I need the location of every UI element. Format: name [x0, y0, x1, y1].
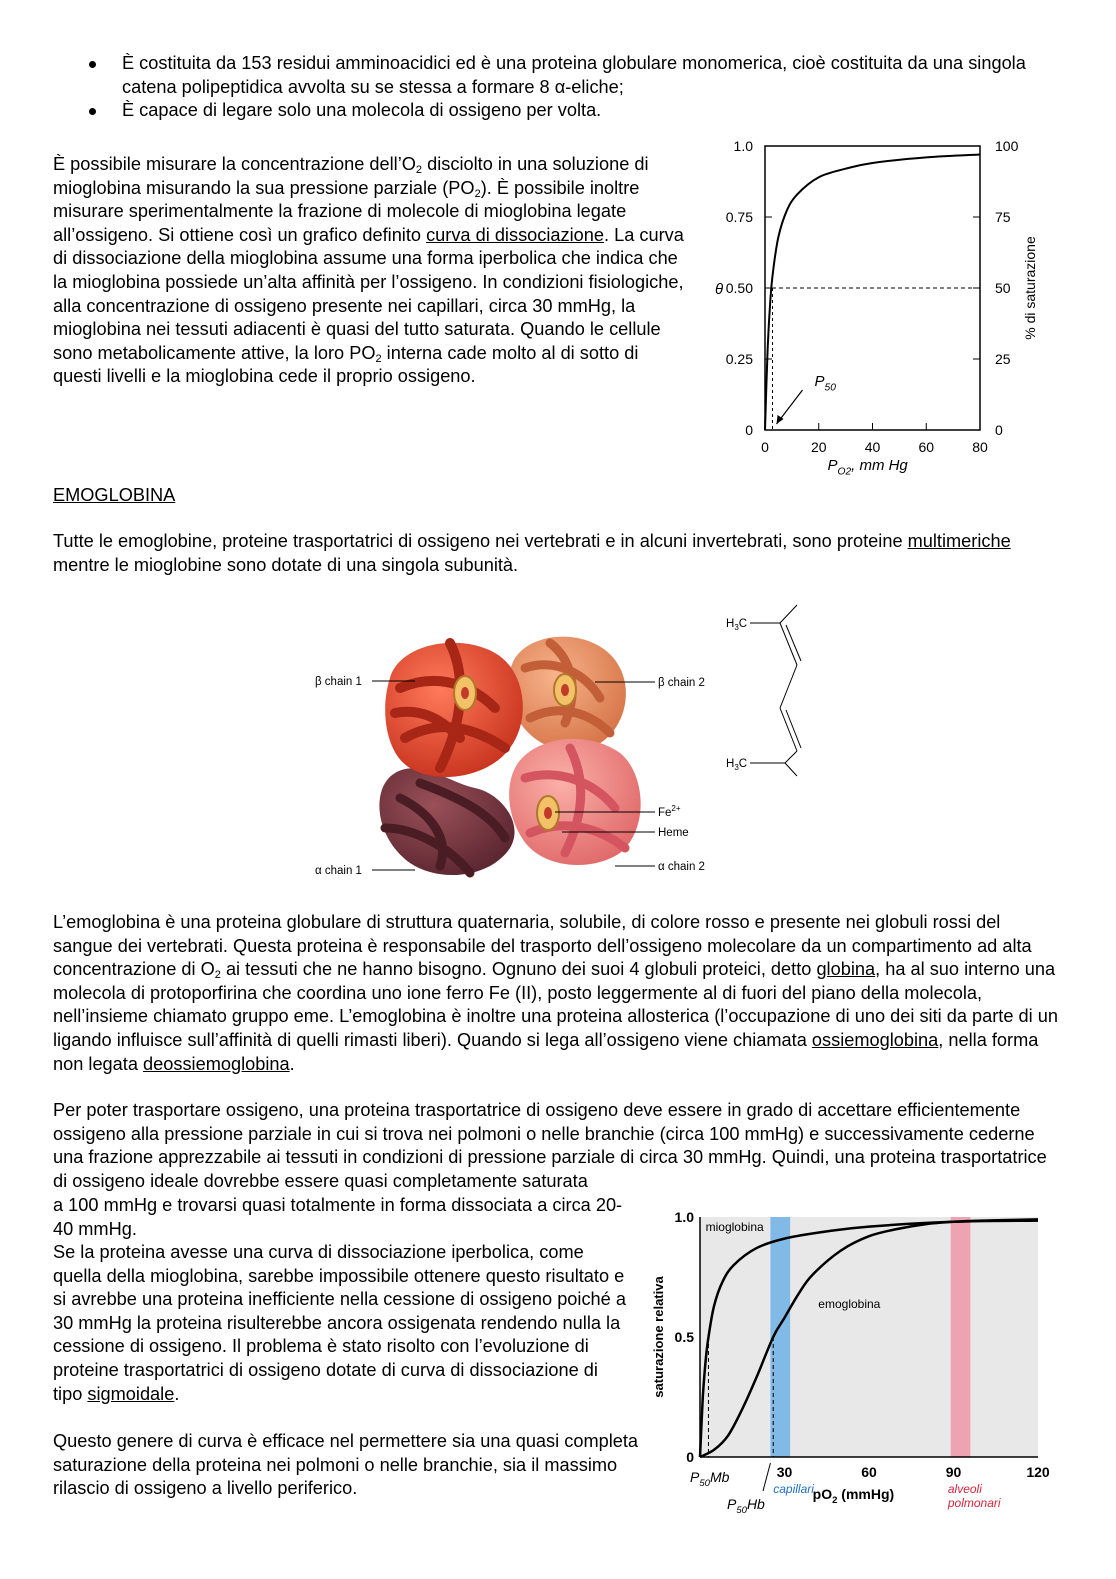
emoglobina-intro: Tutte le emoglobine, proteine trasportatrici di ossigeno nei vertebrati e in alcuni invertebrati, sono proteine multimeriche mentre le mioglobine sono dotate di una singola subunità.: [53, 531, 1011, 575]
alpha-chain-1-shape: [379, 768, 514, 875]
y-tick-label-right: 50: [995, 280, 1011, 296]
y-tick-label-right: 25: [995, 351, 1011, 367]
link-globina: globina: [816, 959, 876, 980]
myoglobin-curve: [765, 155, 980, 431]
x-tick-label: 40: [864, 439, 881, 455]
transport-paragraph: Per poter trasportare ossigeno, una proteina trasportatrice di ossigeno deve essere in grado di accettare efficientemente ossigeno alla pressione parziale in cui si trova nei polmoni o nelle branchie (circa 100 mmHg) e successivamente cederne una frazione apprezzabile ai tessuti in condizioni di pressione parziale di circa 30 mmHg. Quindi, una proteina trasportatrice di ossigeno ideale dovrebbe essere quasi completamente saturata: [53, 1100, 1047, 1191]
label-beta-chain-1: β chain 1: [315, 676, 362, 688]
p50-label: $P_{50}$: [814, 373, 836, 394]
y-tick-label-left: 0.50: [725, 280, 753, 296]
link-sigmoidale: sigmoidale: [87, 1383, 175, 1404]
label-mioglobina: mioglobina: [705, 1220, 764, 1234]
bullet-list: [90, 52, 1055, 123]
p50-hb-label: $P_{50}Hb$: [727, 1496, 765, 1517]
x-axis-label: $P_{O2}$, mm Hg: [827, 457, 908, 477]
formula-h3c-top: $H_3C$: [726, 618, 748, 632]
x-tick-label: 0: [761, 439, 769, 455]
label-fe: $Fe^{2+}$: [658, 804, 681, 819]
x-tick-label: 80: [972, 439, 988, 455]
formula-h3c-bottom: $H_3C$: [726, 758, 748, 772]
dissociation-comparison-chart: [645, 1200, 1060, 1525]
label-alveoli: alveoli: [947, 1482, 982, 1496]
y-tick-label-left: 0.25: [725, 351, 753, 367]
hemoglobin-structure-figure: [300, 598, 810, 903]
list-item: È costituita da 153 residui amminoacidici ed è una proteina globulare monomerica, cioè costituita da una singola catena polipeptidica avvolta su se stessa a formare 8 α-eliche;: [90, 52, 1055, 99]
y-tick-label-left: 1.0: [733, 138, 753, 154]
link-multimeriche: multimeriche: [907, 531, 1011, 551]
label-alpha-chain-2: α chain 2: [658, 861, 705, 873]
label-beta-chain-2: β chain 2: [658, 677, 705, 689]
x-tick-label: 20: [810, 439, 827, 455]
y-axis-label-theta: θ: [715, 281, 724, 298]
y-tick-label-right: 75: [995, 209, 1011, 225]
plot-background: [700, 1217, 1038, 1457]
y-axis-label: saturazione relativa: [651, 1276, 666, 1398]
x-tick-label: 30: [776, 1464, 793, 1480]
y-tick-label: 1.0: [674, 1209, 694, 1225]
x-tick-label: 60: [861, 1464, 877, 1480]
y-tick-label-left: 0.75: [725, 209, 753, 225]
p50-mb-label: $P_{50}Mb$: [690, 1469, 730, 1490]
bullet-icon: [89, 108, 96, 115]
myoglobin-paragraph: È possibile misurare la concentrazione $dell’O_2$ disciolto in una soluzione di mioglobina misurando la sua pressione parziale $(PO_2)$. È possibile inoltre misurare sperimentalmente la frazione di molecole di mioglobina legate all’ossigeno. Si ottiene così un grafico definito curva di dissociazione. La curva di dissociazione della mioglobina assume una forma iperbolica che indica che la mioglobina possiede un’alta affinità per l’ossigeno. In condizioni fisiologiche, alla concentrazione di ossigeno presente nei capillari, circa 30 mmHg, la mioglobina nei tessuti adiacenti è quasi del tutto saturata. Quando le cellule sono metabolicamente attive, la loro $PO_2$ interna cade molto al di sotto di questi livelli e la mioglobina cede il proprio ossigeno.: [53, 154, 684, 387]
p50-hb-arrow: [763, 1463, 770, 1491]
label-polmonari: polmonari: [947, 1496, 1001, 1510]
y-tick-label-right: 0: [995, 422, 1003, 438]
transport-paragraph-continued: a 100 mmHg e trovarsi quasi totalmente in forma dissociata a circa 20-40 mmHg.: [53, 1195, 623, 1239]
label-heme: Heme: [658, 827, 689, 839]
y-axis-label-right: % di saturazione: [1022, 236, 1038, 340]
myoglobin-chart: [700, 132, 1050, 477]
y-tick-label: 0: [686, 1449, 694, 1465]
beta-chain-1-shape: [385, 643, 523, 777]
label-emoglobina: emoglobina: [818, 1297, 881, 1312]
label-alpha-chain-1: α chain 1: [315, 865, 362, 877]
sigmoid-paragraph: Se la proteina avesse una curva di dissociazione iperbolica, come quella della mioglobina, sarebbe impossibile ottenere questo risultato e si avrebbe una proteina inefficiente nella cessione di ossigeno poiché a 30 mmHg la proteina risulterebbe ancora ossigenata rendendo nulla la cessione di ossigeno. Il problema è stato risolto con l’evoluzione di proteine trasportatrici di ossigeno dotate di curva di dissociazione di tipo sigmoidale.: [53, 1242, 626, 1404]
section-heading-emoglobina: EMOGLOBINA: [53, 485, 176, 505]
link-ossiemoglobina: ossiemoglobina: [811, 1029, 939, 1050]
label-capillari: capillari: [773, 1482, 814, 1496]
x-tick-label: 60: [918, 439, 935, 455]
list-item: È capace di legare solo una molecola di ossigeno per volta.: [90, 99, 1055, 123]
link-deossiemoglobina: deossiemoglobina: [143, 1053, 290, 1074]
y-tick-label: 0.5: [674, 1329, 694, 1345]
hemoglobin-paragraph: L’emoglobina è una proteina globulare di struttura quaternaria, solubile, di colore rosso e presente nei globuli rossi del sangue dei vertebrati. Questa proteina è responsabile del trasporto dell’ossigeno molecolare da un compartimento ad alta concentrazione di $O_2$ ai tessuti che ne hanno bisogno. Ognuno dei suoi 4 globuli proteici, detto globina, ha al suo interno una molecola di protoporfirina che coordina uno ione ferro Fe (II), posto leggermente al di fuori del piano della molecola, nell’insieme chiamato gruppo eme. L’emoglobina è inoltre una proteina allosterica (l’occupazione di uno dei siti da parte di un ligando influisce sull’affinità di quelli rimasti liberi). Quando si lega all’ossigeno viene chiamata ossiemoglobina, nella forma non legata deossiemoglobina.: [53, 912, 1058, 1074]
x-tick-label: 90: [945, 1464, 962, 1480]
y-tick-label-left: 0: [745, 422, 753, 438]
y-tick-label-right: 100: [995, 138, 1019, 154]
x-axis-label: $pO_2$ (mmHg): [812, 1486, 895, 1507]
x-tick-label: 120: [1026, 1464, 1050, 1480]
final-paragraph: Questo genere di curva è efficace nel permettere sia una quasi completa saturazione della proteina nei polmoni o nelle branchie, sia il massimo rilascio di ossigeno a livello periferico.: [53, 1431, 639, 1499]
bullet-icon: [89, 61, 96, 68]
band-alveoli: [951, 1217, 971, 1457]
alpha-chain-2-shape: [509, 739, 641, 865]
link-curva-dissociazione: curva di dissociazione: [426, 224, 605, 245]
